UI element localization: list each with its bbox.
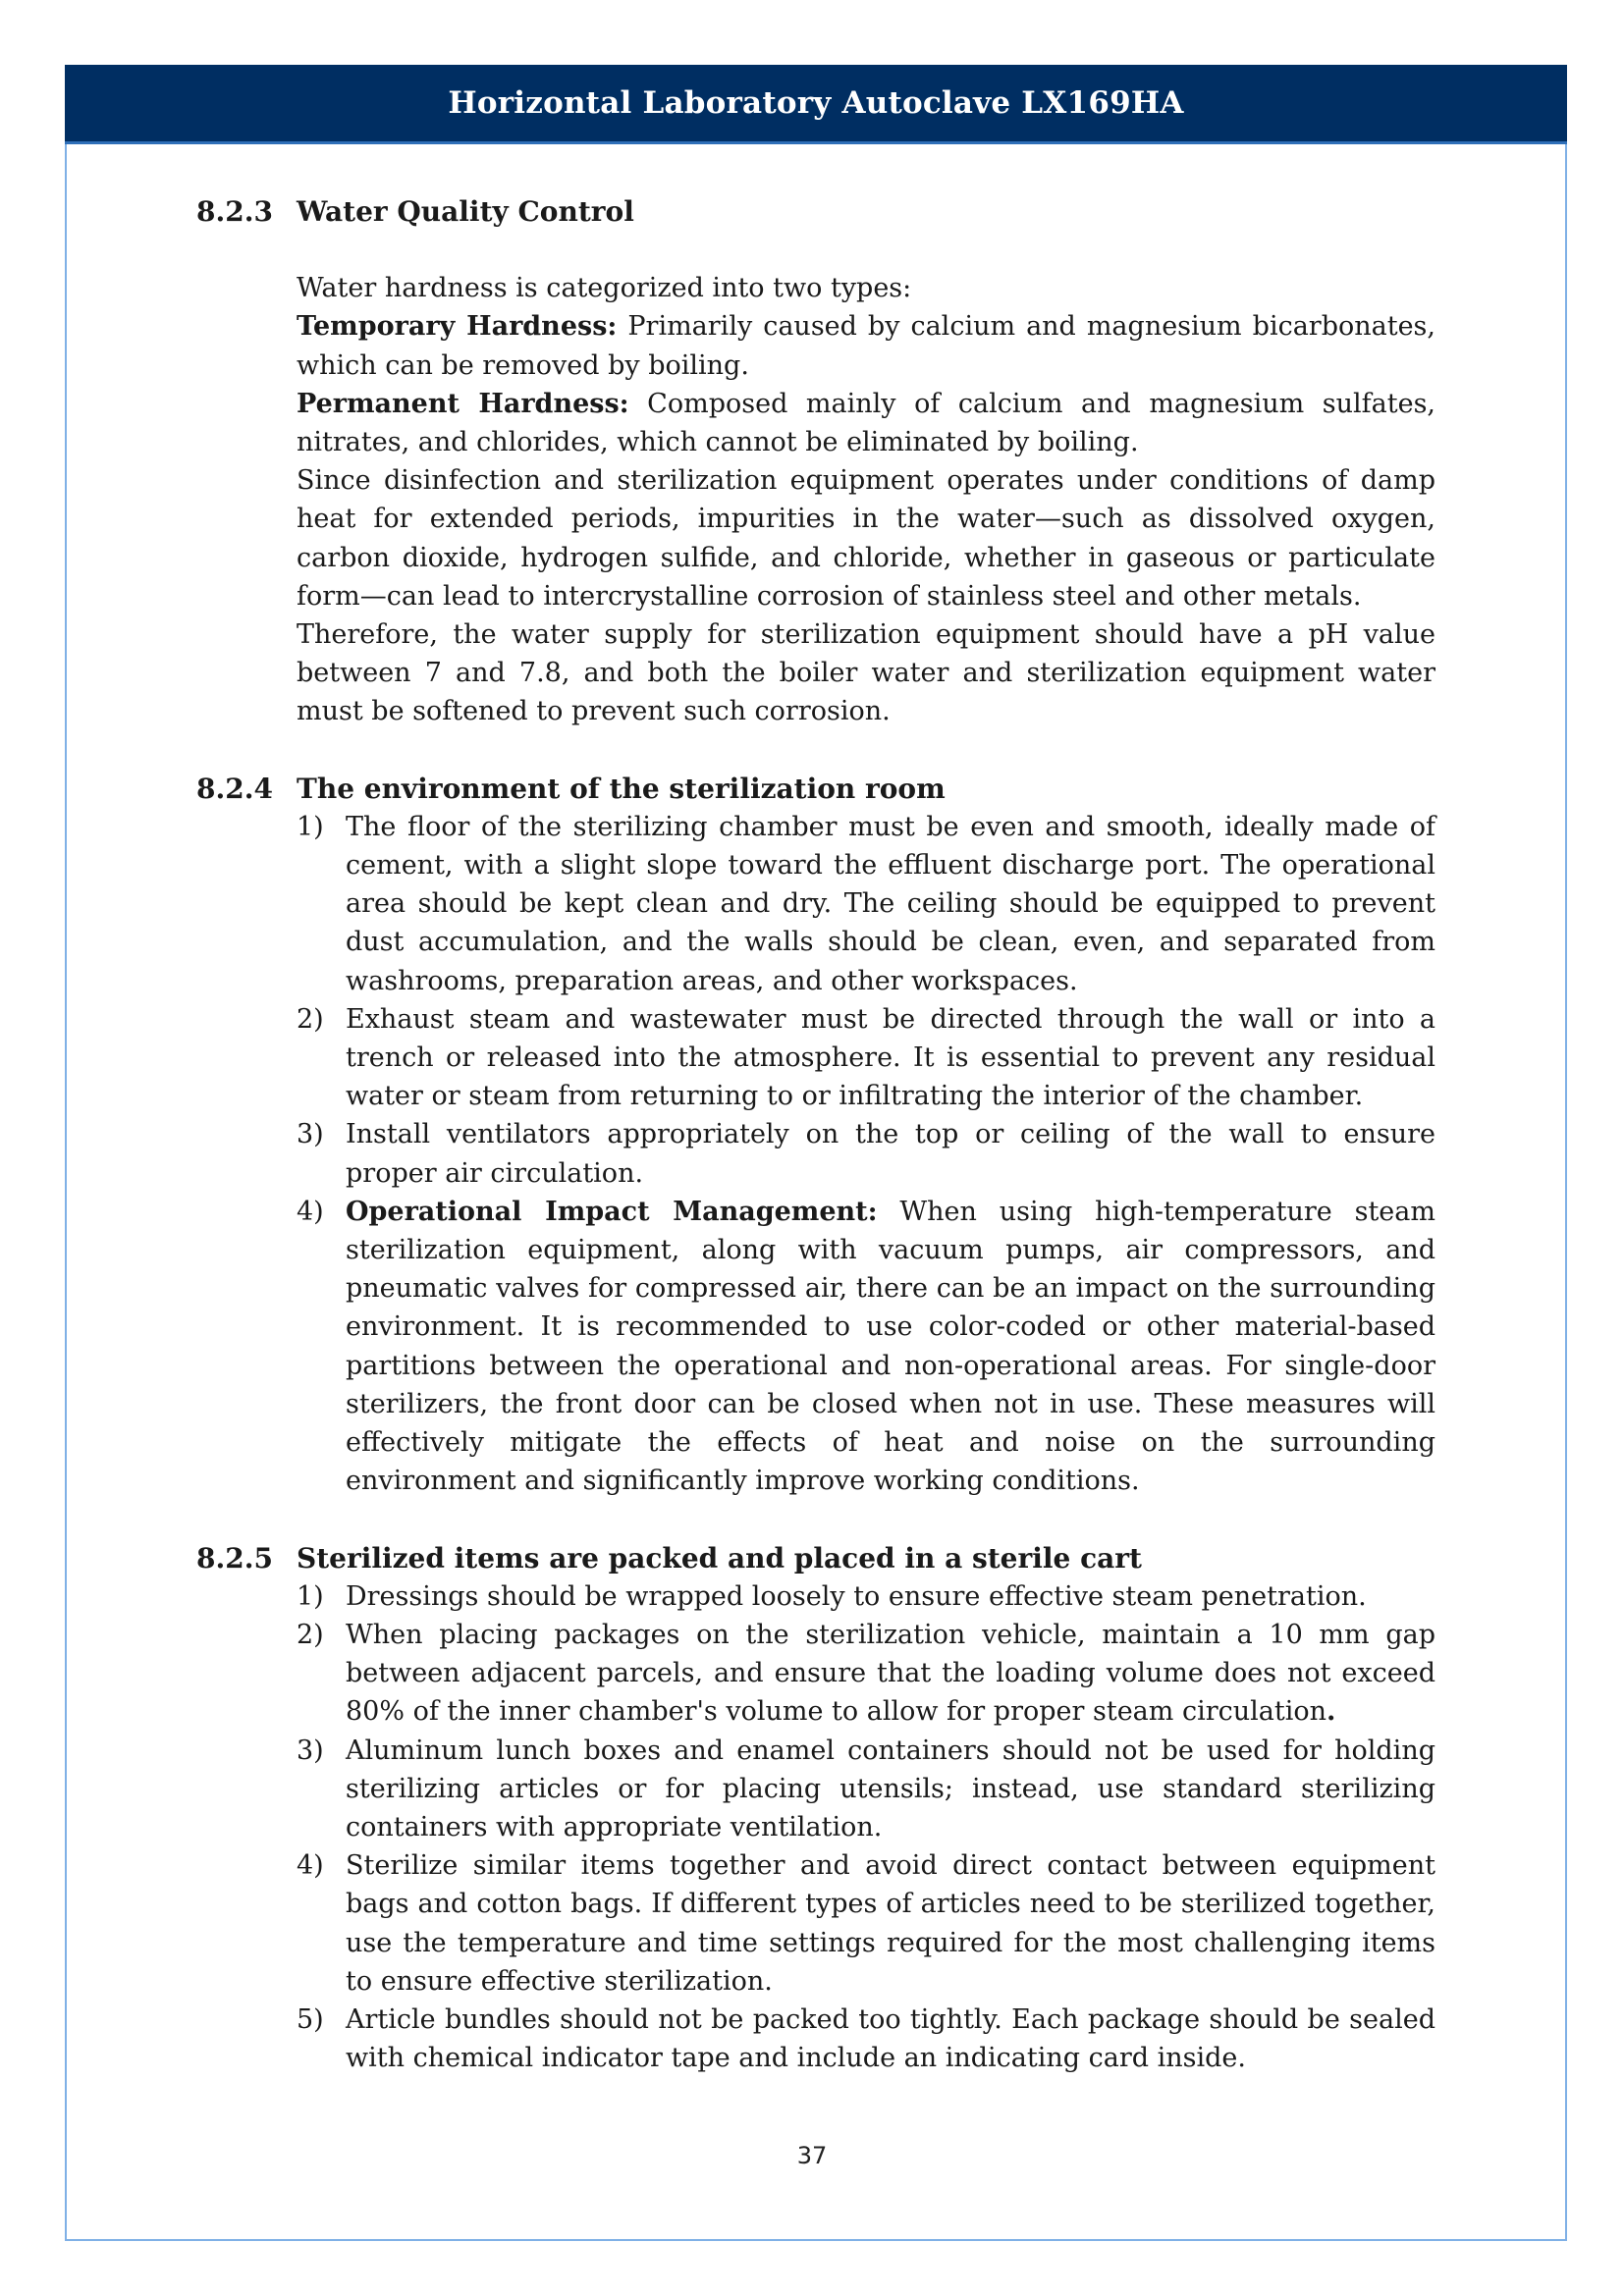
section-room-environment — [196, 770, 1435, 1501]
ph-paragraph: Therefore, the water supply for sterilization equipment should have a pH value between 7 and 7.8, and both the boiler water and sterilization equipment water must be softened to prevent such corrosion. — [297, 619, 1435, 727]
list-item — [297, 2001, 1435, 2077]
page-content — [196, 192, 1435, 2115]
permanent-hardness-label: Permanent Hardness: — [297, 388, 629, 419]
list-item — [297, 1193, 1435, 1501]
item-number: 3) — [297, 1735, 324, 1766]
item-number: 1) — [297, 1580, 324, 1612]
temporary-hardness-label: Temporary Hardness: — [297, 311, 618, 343]
section-body — [196, 269, 1435, 730]
item-text: Sterilize similar items together and avoid direct contact between equipment bags and cotton bags. If different types of articles need to be sterilized together, use the temperature and time settings required for the most challenging items to ensure effective sterilization. — [346, 1850, 1435, 1997]
list-item — [297, 1616, 1435, 1732]
item-number: 2) — [297, 1619, 324, 1650]
item-text: When placing packages on the sterilization vehicle, maintain a 10 mm gap between adjacent parcels, and ensure that the loading volume does not exceed 80% of the inner chamber's volume to allow for proper steam circulation — [346, 1619, 1435, 1728]
list-item — [297, 1846, 1435, 2001]
page-header — [65, 65, 1567, 144]
section-number: 8.2.3 — [196, 195, 273, 228]
corrosion-paragraph: Since disinfection and sterilization equipment operates under conditions of damp heat for extended periods, impurities in the water—such as dissolved oxygen, carbon dioxide, hydrogen sulfide, and chloride, whether in gaseous or particulate form—can lead to intercrystalline corrosion of stainless steel and other metals. — [297, 465, 1435, 612]
item-number: 4) — [297, 1196, 324, 1227]
item-text: When using high-temperature steam sterilization equipment, along with vacuum pumps, air compressors, and pneumatic valves for compressed air, there can be an impact on the surrounding environment. It is recommended to use color-coded or other material-based partitions between the operational and non-operational areas. For single-door sterilizers, the front door can be closed when not in use. These measures will effectively mitigate the effects of heat and noise on the surrounding environment and significantly improve working conditions. — [346, 1196, 1435, 1497]
list-item — [297, 1000, 1435, 1116]
packing-list — [196, 1577, 1435, 2078]
page-number: 37 — [796, 2142, 828, 2169]
section-heading — [196, 770, 1435, 808]
section-title: Water Quality Control — [297, 195, 634, 228]
section-number: 8.2.5 — [196, 1541, 273, 1575]
temporary-hardness-text: Primarily caused by calcium and magnesium bicarbonates, which can be removed by boiling. — [297, 311, 1435, 381]
section-title: Sterilized items are packed and placed in a sterile cart — [297, 1541, 1142, 1575]
section-water-quality — [196, 192, 1435, 731]
item-text: Install ventilators appropriately on the top or ceiling of the wall to ensure proper air circulation. — [346, 1119, 1435, 1189]
item-text: Article bundles should not be packed too tightly. Each package should be sealed with chemical indicator tape and include an indicating card inside. — [346, 2003, 1435, 2074]
item-text: Dressings should be wrapped loosely to ensure effective steam penetration. — [346, 1580, 1367, 1612]
item-label: Operational Impact Management: — [346, 1196, 878, 1227]
item-number: 1) — [297, 811, 324, 842]
list-item — [297, 808, 1435, 1000]
item-number: 2) — [297, 1003, 324, 1035]
permanent-hardness-paragraph — [297, 385, 1435, 461]
section-heading — [196, 192, 1435, 231]
document-title: Horizontal Laboratory Autoclave LX169HA — [448, 85, 1184, 121]
item-number: 5) — [297, 2003, 324, 2035]
list-item — [297, 1577, 1435, 1616]
intro-paragraph: Water hardness is categorized into two types: — [297, 273, 912, 304]
temporary-hardness-paragraph — [297, 307, 1435, 384]
item-end-mark: . — [1326, 1696, 1336, 1728]
section-title: The environment of the sterilization room — [297, 772, 946, 805]
environment-list — [196, 808, 1435, 1501]
item-number: 4) — [297, 1850, 324, 1882]
section-number: 8.2.4 — [196, 772, 273, 805]
section-packing — [196, 1539, 1435, 2078]
list-item — [297, 1115, 1435, 1192]
list-item — [297, 1732, 1435, 1847]
permanent-hardness-text: Composed mainly of calcium and magnesium sulfates, nitrates, and chlorides, which cannot be eliminated by boiling. — [297, 388, 1436, 458]
item-number: 3) — [297, 1119, 324, 1150]
item-text: The floor of the sterilizing chamber must be even and smooth, ideally made of cement, with a slight slope toward the effluent discharge port. The operational area should be kept clean and dry. The ceiling should be equipped to prevent dust accumulation, and the walls should be clean, even, and separated from washrooms, preparation areas, and other workspaces. — [346, 811, 1435, 996]
item-text: Exhaust steam and wastewater must be directed through the wall or into a trench or released into the atmosphere. It is essential to prevent any residual water or steam from returning to or infiltrating the interior of the chamber. — [346, 1003, 1435, 1112]
section-heading — [196, 1539, 1435, 1577]
item-text: Aluminum lunch boxes and enamel containers should not be used for holding sterilizing articles or for placing utensils; instead, use standard sterilizing containers with appropriate ventilation. — [346, 1735, 1435, 1842]
